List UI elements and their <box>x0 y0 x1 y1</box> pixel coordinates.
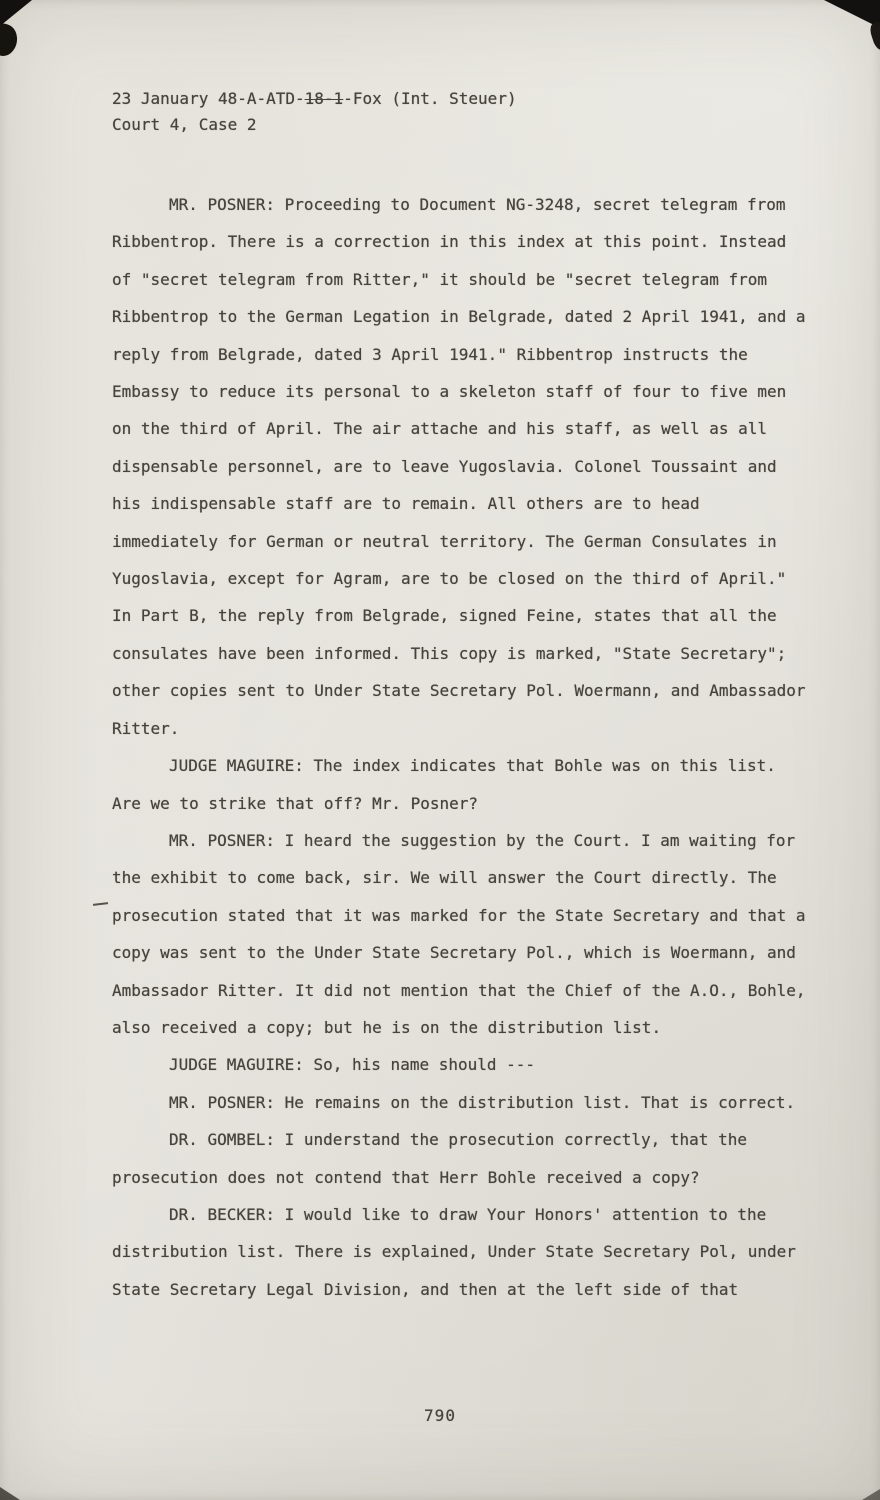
transcript-body <box>112 186 812 1308</box>
handwritten-margin-dash <box>93 902 108 906</box>
paragraph-gombel: DR. GOMBEL: I understand the prosecution correctly, that the prosecution does not contend that Herr Bohle received a copy? <box>112 1130 747 1187</box>
paragraph-judge-maguire-2: JUDGE MAGUIRE: So, his name should --- <box>169 1055 536 1075</box>
document-header <box>112 86 517 138</box>
scan-artifact-top-left <box>0 0 32 26</box>
header-line-1 <box>112 86 517 112</box>
header-line-2: Court 4, Case 2 <box>112 115 257 134</box>
paragraph-becker: DR. BECKER: I would like to draw Your Honors' attention to the distribution list. There is explained, Under State Secretary Pol, under State Secretary Legal Division, and then at the left side of that <box>112 1204 796 1299</box>
paragraph-posner-3: MR. POSNER: He remains on the distribution list. That is correct. <box>169 1092 796 1112</box>
scan-artifact-bottom-left <box>0 1487 20 1500</box>
scan-artifact-left-edge <box>0 21 20 58</box>
paragraph-posner-1: MR. POSNER: Proceeding to Document NG-3248, secret telegram from Ribbentrop. There is a correction in this index at this point. Instead of "secret telegram from Ritter," it should be "secret telegram from Ribbentrop to the German Legation in Belgrade, dated 2 April 1941, and a reply from Belgrade, dated 3 April 1941." Ribbentrop instructs the Embassy to reduce its personal to a skeleton staff of four to five men on the third of April. The air attache and his staff, as well as all dispensable personnel, are to leave Yugoslavia. Colonel Toussaint and his indispensable staff are to remain. All others are to head immediately for German or neutral territory. The German Consulates in Yugoslavia, except for Agram, are to be closed on the third of April." In Part B, the reply from Belgrade, signed Feine, states that all the consulates have been informed. This copy is marked, "State Secretary"; other copies sent to Under State Secretary Pol. Woermann, and Ambassador Ritter. <box>112 195 806 738</box>
header-struck-segment: 18-1 <box>304 89 344 108</box>
header-case-ref-prefix: 23 January 48-A-ATD- <box>112 89 305 108</box>
header-case-ref-suffix: -Fox (Int. Steuer) <box>343 89 517 108</box>
scan-artifact-bottom-right <box>862 1489 880 1500</box>
paragraph-judge-maguire-1: JUDGE MAGUIRE: The index indicates that Bohle was on this list. Are we to strike that off? Mr. Posner? <box>112 756 776 813</box>
paragraph-posner-2: MR. POSNER: I heard the suggestion by the Court. I am waiting for the exhibit to come back, sir. We will answer the Court directly. The prosecution stated that it was marked for the State Secretary and that a copy was sent to the Under State Secretary Pol., which is Woermann, and Ambassador Ritter. It did not mention that the Chief of the A.O., Bohle, also received a copy; but he is on the distribution list. <box>112 830 806 1037</box>
page-number: 790 <box>424 1406 456 1425</box>
